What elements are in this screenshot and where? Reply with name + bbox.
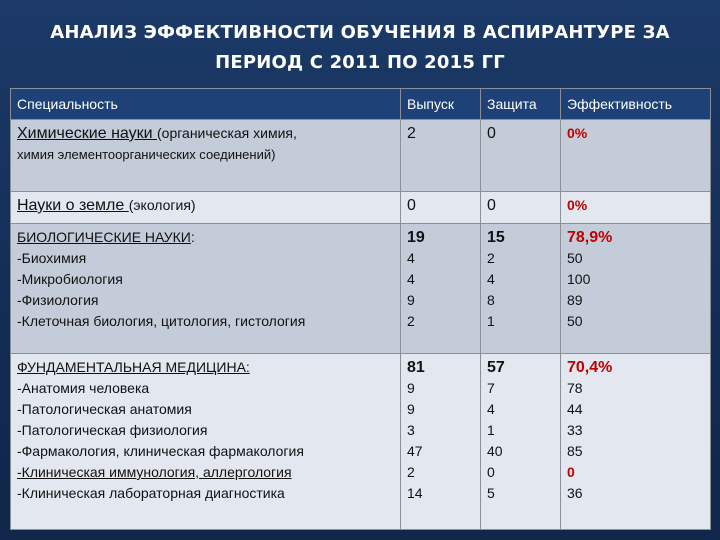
sub-value: 2	[407, 464, 415, 480]
efficiency-cell: 0%	[561, 192, 711, 224]
column-header-efficiency: Эффективность	[561, 89, 711, 120]
defense-cell	[481, 354, 561, 530]
specialty-cell	[11, 192, 401, 224]
sub-value: 36	[567, 485, 583, 501]
specialty-detail: химия элементоорганических соединений)	[17, 147, 276, 162]
sub-value: 47	[407, 443, 423, 459]
sub-value: 85	[567, 443, 583, 459]
page-title	[0, 18, 720, 78]
sub-value: 0	[567, 464, 575, 480]
graduates-cell: 2	[401, 120, 481, 192]
subspecialty-name: -Клиническая лабораторная диагностика	[17, 485, 285, 501]
sub-value: 89	[567, 292, 583, 308]
sub-value: 9	[407, 292, 415, 308]
sub-value: 4	[407, 250, 415, 266]
total-value: 57	[487, 359, 505, 376]
specialty-name: БИОЛОГИЧЕСКИЕ НАУКИ	[17, 229, 191, 245]
sub-value: 9	[407, 401, 415, 417]
defense-cell: 0	[481, 192, 561, 224]
sub-value: 44	[567, 401, 583, 417]
specialty-name: ФУНДАМЕНТАЛЬНАЯ МЕДИЦИНА:	[17, 359, 250, 375]
sub-value: 1	[487, 422, 495, 438]
sub-value: 7	[487, 380, 495, 396]
efficiency-table	[10, 88, 711, 530]
sub-value: 40	[487, 443, 503, 459]
total-value: 19	[407, 229, 425, 246]
sub-value: 5	[487, 485, 495, 501]
specialty-cell	[11, 354, 401, 530]
graduates-cell: 0	[401, 192, 481, 224]
title-line-1: АНАЛИЗ ЭФФЕКТИВНОСТИ ОБУЧЕНИЯ В АСПИРАНТУРЕ ЗА	[50, 22, 670, 43]
sub-value: 3	[407, 422, 415, 438]
subspecialty-name: -Клеточная биология, цитология, гистология	[17, 313, 306, 329]
subspecialty-name: -Патологическая физиология	[17, 422, 208, 438]
table-row	[11, 354, 711, 530]
column-header-defense: Защита	[481, 89, 561, 120]
subspecialty-name: -Физиология	[17, 292, 99, 308]
sub-value: 8	[487, 292, 495, 308]
table-row	[11, 192, 711, 224]
sub-value: 78	[567, 380, 583, 396]
total-value: 81	[407, 359, 425, 376]
table-row	[11, 120, 711, 192]
specialty-name: Химические науки	[17, 125, 157, 142]
table-row	[11, 224, 711, 354]
efficiency-cell	[561, 354, 711, 530]
specialty-name: Науки о земле	[17, 197, 129, 214]
title-line-2: ПЕРИОД С 2011 ПО 2015 ГГ	[215, 52, 505, 73]
sub-value: 50	[567, 250, 583, 266]
total-efficiency: 70,4%	[567, 359, 613, 376]
specialty-suffix: :	[190, 229, 195, 245]
column-header-graduates: Выпуск	[401, 89, 481, 120]
defense-cell: 0	[481, 120, 561, 192]
specialty-detail: (органическая химия,	[157, 125, 297, 141]
column-header-specialty: Специальность	[11, 89, 401, 120]
sub-value: 1	[487, 313, 495, 329]
sub-value: 2	[407, 313, 415, 329]
sub-value: 2	[487, 250, 495, 266]
subspecialty-name: -Фармакология, клиническая фармакология	[17, 443, 304, 459]
defense-cell	[481, 224, 561, 354]
efficiency-cell: 0%	[561, 120, 711, 192]
sub-value: 4	[487, 271, 495, 287]
efficiency-cell	[561, 224, 711, 354]
specialty-cell	[11, 224, 401, 354]
sub-value: 0	[487, 464, 495, 480]
sub-value: 50	[567, 313, 583, 329]
specialty-cell	[11, 120, 401, 192]
sub-value: 4	[487, 401, 495, 417]
subspecialty-name: -Микробиология	[17, 271, 123, 287]
subspecialty-name: -Клиническая иммунология, аллергология	[17, 464, 292, 480]
subspecialty-name: -Патологическая анатомия	[17, 401, 192, 417]
sub-value: 9	[407, 380, 415, 396]
table-header-row	[11, 89, 711, 120]
total-value: 15	[487, 229, 505, 246]
graduates-cell	[401, 224, 481, 354]
sub-value: 4	[407, 271, 415, 287]
total-efficiency: 78,9%	[567, 229, 613, 246]
sub-value: 14	[407, 485, 423, 501]
graduates-cell	[401, 354, 481, 530]
specialty-detail: (экология)	[128, 197, 196, 213]
subspecialty-name: -Биохимия	[17, 250, 87, 266]
sub-value: 33	[567, 422, 583, 438]
subspecialty-name: -Анатомия человека	[17, 380, 150, 396]
sub-value: 100	[567, 271, 591, 287]
